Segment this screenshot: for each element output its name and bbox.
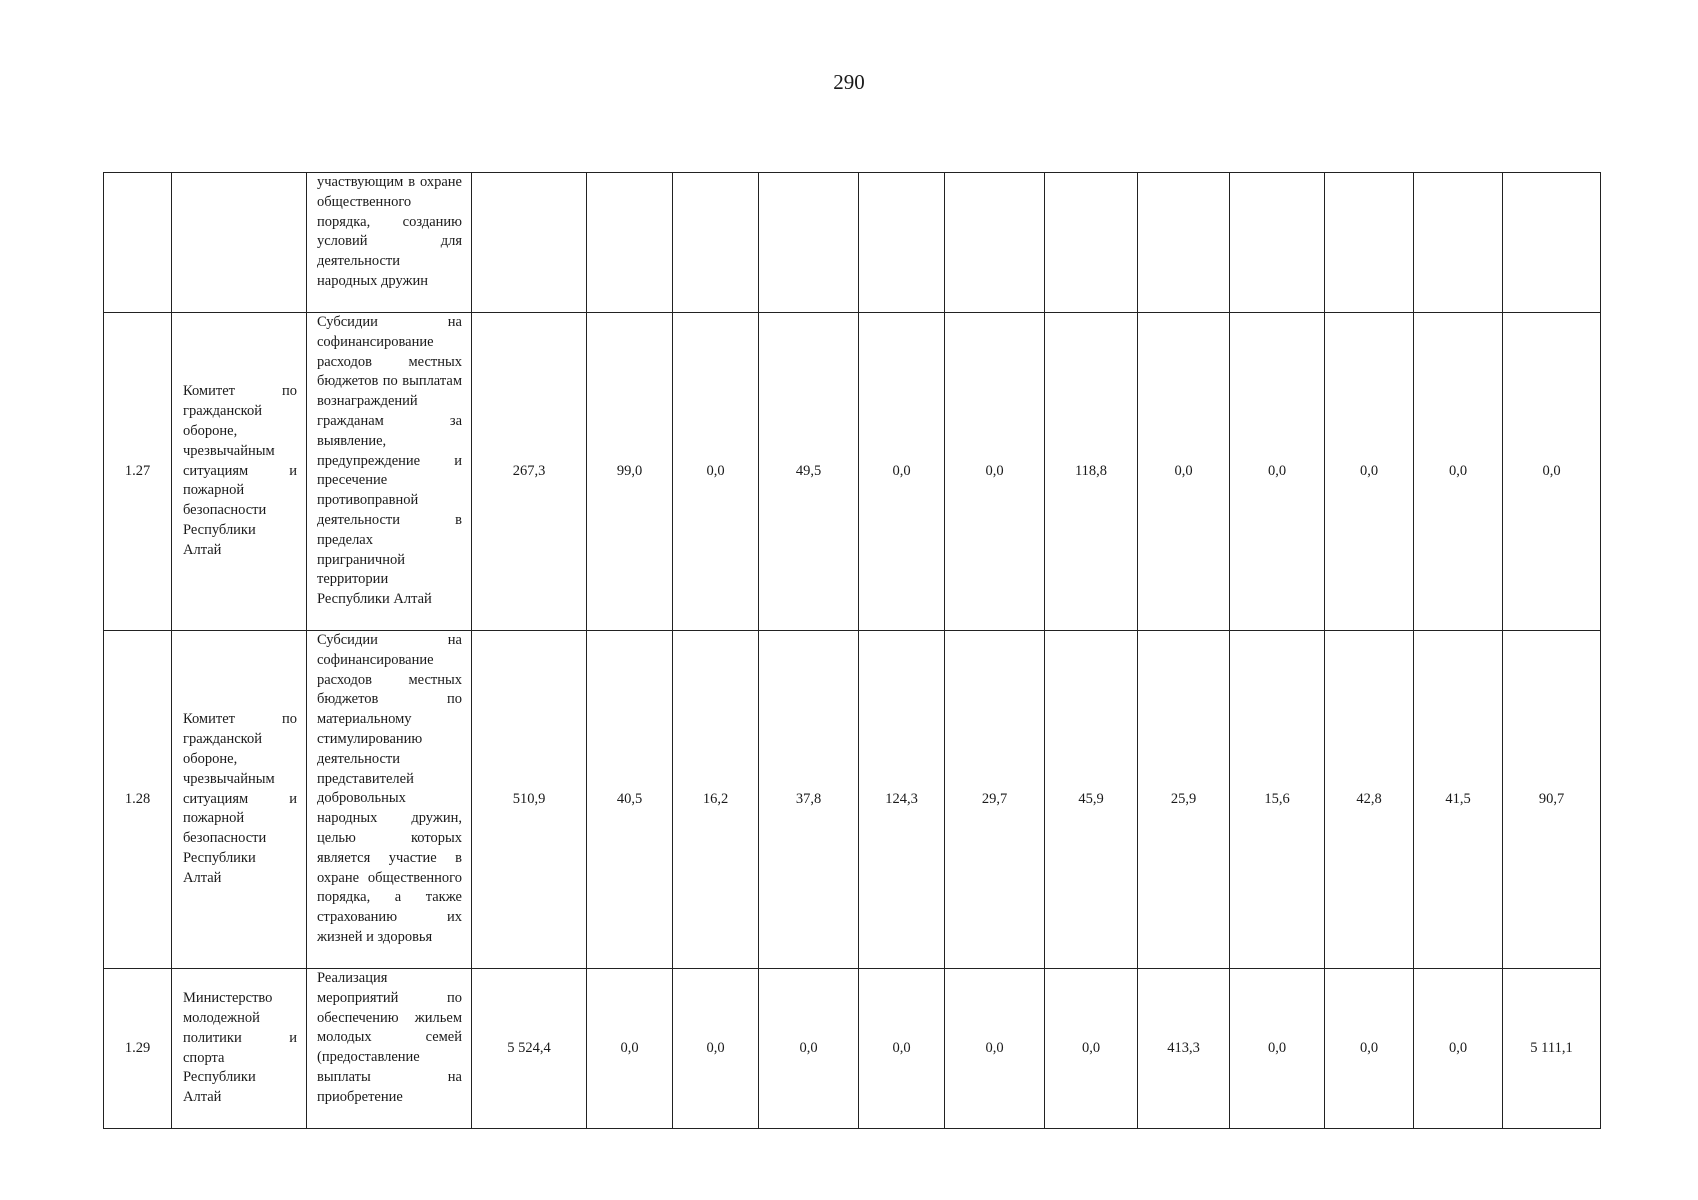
- value-cell: [1230, 173, 1325, 313]
- value-cell: 510,9: [472, 631, 587, 969]
- value-cell: 15,6: [1230, 631, 1325, 969]
- value-cell: 0,0: [587, 969, 673, 1129]
- table-row: [104, 631, 1601, 969]
- value-cell: [759, 173, 859, 313]
- value-cell: 37,8: [759, 631, 859, 969]
- row-description: участвующим в охране общественного порядка, созданию условий для деятельности народных дружин: [307, 173, 472, 313]
- value-cell: 0,0: [1414, 969, 1503, 1129]
- value-cell: 0,0: [1230, 313, 1325, 631]
- value-cell: 413,3: [1138, 969, 1230, 1129]
- value-cell: 0,0: [1325, 313, 1414, 631]
- value-cell: 118,8: [1045, 313, 1138, 631]
- value-cell: 0,0: [1414, 313, 1503, 631]
- value-cell: 45,9: [1045, 631, 1138, 969]
- value-cell: 90,7: [1503, 631, 1601, 969]
- row-agency: [172, 173, 307, 313]
- value-cell: 42,8: [1325, 631, 1414, 969]
- row-agency: Комитет по гражданской обороне, чрезвычайным ситуациям и пожарной безопасности Республики Алтай: [172, 313, 307, 631]
- value-cell: 0,0: [1325, 969, 1414, 1129]
- row-agency: Комитет по гражданской обороне, чрезвычайным ситуациям и пожарной безопасности Республики Алтай: [172, 631, 307, 969]
- value-cell: 0,0: [859, 969, 945, 1129]
- table-row: [104, 313, 1601, 631]
- value-cell: 5 524,4: [472, 969, 587, 1129]
- value-cell: 0,0: [945, 969, 1045, 1129]
- row-code: [104, 173, 172, 313]
- value-cell: 267,3: [472, 313, 587, 631]
- value-cell: [1325, 173, 1414, 313]
- row-code: 1.29: [104, 969, 172, 1129]
- value-cell: [1138, 173, 1230, 313]
- value-cell: [1045, 173, 1138, 313]
- value-cell: 25,9: [1138, 631, 1230, 969]
- value-cell: 0,0: [1503, 313, 1601, 631]
- value-cell: 124,3: [859, 631, 945, 969]
- value-cell: 0,0: [945, 313, 1045, 631]
- value-cell: [673, 173, 759, 313]
- value-cell: [1414, 173, 1503, 313]
- row-description: Субсидии на софинансирование расходов местных бюджетов по выплатам вознаграждений гражданам за выявление, предупреждение и пресечение противоправной деятельности в пределах приграничной территории Республики Алтай: [307, 313, 472, 631]
- value-cell: 5 111,1: [1503, 969, 1601, 1129]
- value-cell: 0,0: [673, 313, 759, 631]
- value-cell: 0,0: [859, 313, 945, 631]
- value-cell: [859, 173, 945, 313]
- value-cell: 16,2: [673, 631, 759, 969]
- value-cell: 49,5: [759, 313, 859, 631]
- table-row: [104, 969, 1601, 1129]
- value-cell: 99,0: [587, 313, 673, 631]
- value-cell: 29,7: [945, 631, 1045, 969]
- value-cell: 40,5: [587, 631, 673, 969]
- budget-table: [103, 172, 1601, 1129]
- row-agency: Министерство молодежной политики и спорта Республики Алтай: [172, 969, 307, 1129]
- row-description: Субсидии на софинансирование расходов местных бюджетов по материальному стимулированию деятельности представителей добровольных народных дружин, целью которых является участие в охране общественного порядка, а также страхованию их жизней и здоровья: [307, 631, 472, 969]
- value-cell: [1503, 173, 1601, 313]
- value-cell: [945, 173, 1045, 313]
- value-cell: [587, 173, 673, 313]
- row-code: 1.27: [104, 313, 172, 631]
- page-number: 290: [833, 70, 865, 94]
- value-cell: 0,0: [1138, 313, 1230, 631]
- table-row: [104, 173, 1601, 313]
- value-cell: [472, 173, 587, 313]
- row-description: Реализация мероприятий по обеспечению жильем молодых семей (предоставление выплаты на приобретение: [307, 969, 472, 1129]
- value-cell: 0,0: [1045, 969, 1138, 1129]
- row-code: 1.28: [104, 631, 172, 969]
- value-cell: 0,0: [1230, 969, 1325, 1129]
- value-cell: 41,5: [1414, 631, 1503, 969]
- value-cell: 0,0: [673, 969, 759, 1129]
- value-cell: 0,0: [759, 969, 859, 1129]
